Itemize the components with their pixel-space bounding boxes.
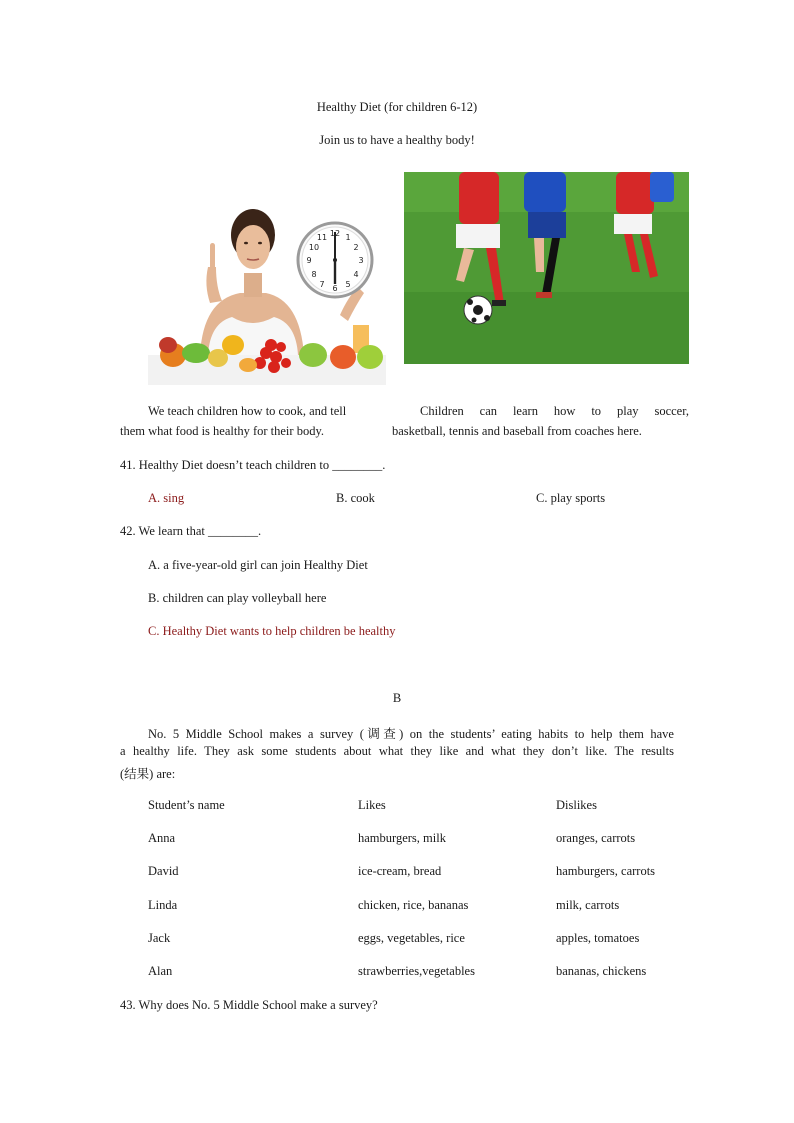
section-b-para-line3: (结果) are: xyxy=(120,767,176,781)
table-cell-likes: eggs, vegetables, rice xyxy=(358,931,465,945)
question-43: 43. Why does No. 5 Middle School make a survey? xyxy=(120,998,378,1012)
table-cell-likes: ice-cream, bread xyxy=(358,864,442,878)
table-cell-dislikes: milk, carrots xyxy=(556,898,620,912)
svg-text:9: 9 xyxy=(306,256,312,265)
svg-text:6: 6 xyxy=(332,284,338,293)
table-cell-name: Alan xyxy=(148,964,173,978)
table-cell-dislikes: bananas, chickens xyxy=(556,964,647,978)
left-caption-line2: them what food is healthy for their body. xyxy=(120,424,325,438)
svg-text:11: 11 xyxy=(316,233,328,242)
table-cell-likes: strawberries,vegetables xyxy=(358,964,475,978)
soccer-photo xyxy=(404,172,689,364)
svg-text:1: 1 xyxy=(345,233,351,242)
woman-clock-photo xyxy=(148,205,386,385)
table-cell-name: Anna xyxy=(148,831,176,845)
table-cell-name: Jack xyxy=(148,931,171,945)
section-b-para-line2: a healthy life. They ask some students about what they like and what they don’t like. The results xyxy=(120,744,674,758)
table-cell-dislikes: apples, tomatoes xyxy=(556,931,640,945)
svg-text:10: 10 xyxy=(308,243,320,252)
table-header-name: Student’s name xyxy=(148,798,225,812)
svg-text:12: 12 xyxy=(329,229,341,238)
right-caption-line2: basketball, tennis and baseball from coaches here. xyxy=(392,424,642,438)
table-cell-likes: hamburgers, milk xyxy=(358,831,446,845)
svg-text:7: 7 xyxy=(319,280,325,289)
svg-text:8: 8 xyxy=(311,270,317,279)
table-header-dislikes: Dislikes xyxy=(556,798,597,812)
q41-option-b: B. cook xyxy=(336,491,375,505)
table-cell-name: Linda xyxy=(148,898,178,912)
section-b-para-line1: No. 5 Middle School makes a survey (调查) on the students’ eating habits to help them have xyxy=(148,727,674,741)
svg-text:2: 2 xyxy=(353,243,359,252)
question-41: 41. Healthy Diet doesn’t teach children to ________. xyxy=(120,458,386,472)
table-header-likes: Likes xyxy=(358,798,386,812)
page-title: Healthy Diet (for children 6-12) xyxy=(316,100,478,114)
svg-text:5: 5 xyxy=(345,280,351,289)
table-cell-dislikes: hamburgers, carrots xyxy=(556,864,656,878)
table-cell-likes: chicken, rice, bananas xyxy=(358,898,469,912)
table-cell-name: David xyxy=(148,864,179,878)
right-caption-line1: Children can learn how to play soccer, xyxy=(420,404,689,418)
q41-option-a: A. sing xyxy=(148,491,185,505)
question-42: 42. We learn that ________. xyxy=(120,524,262,538)
table-cell-dislikes: oranges, carrots xyxy=(556,831,636,845)
svg-text:4: 4 xyxy=(353,270,359,279)
q41-option-c: C. play sports xyxy=(536,491,606,505)
section-b-label: B xyxy=(392,691,402,705)
svg-text:3: 3 xyxy=(358,256,364,265)
left-caption-line1: We teach children how to cook, and tell xyxy=(148,404,347,418)
q42-option-b: B. children can play volleyball here xyxy=(148,591,327,605)
q42-option-a: A. a five-year-old girl can join Healthy Diet xyxy=(148,558,368,572)
page-subtitle: Join us to have a healthy body! xyxy=(319,133,475,147)
q42-option-c: C. Healthy Diet wants to help children be healthy xyxy=(148,624,396,638)
